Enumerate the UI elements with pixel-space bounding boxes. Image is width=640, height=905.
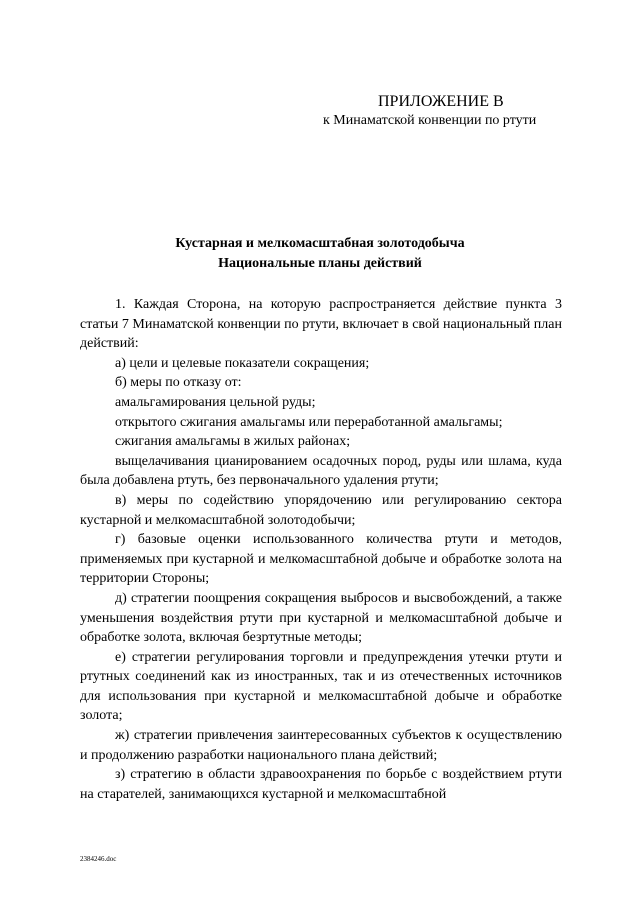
paragraph-subitem-cyanide-leaching: выщелачивания цианированием осадочных пород, руды или шлама, куда была добавлена ртуть, без первоначального удаления ртути;	[80, 453, 562, 489]
paragraph-item-1: 1. Каждая Сторона, на которую распространяется действие пункта 3 статьи 7 Минаматской конвенции по ртути, включает в свой национальный план действий:	[80, 297, 562, 352]
document-filename: 2384246.doc	[80, 855, 117, 863]
annex-subtitle: к Минаматской конвенции по ртути	[323, 113, 537, 128]
paragraph-item-g: г) базовые оценки использованного количества ртути и методов, применяемых при кустарной и мелкомасштабной добыче и обработке золота на территории Стороны;	[80, 532, 562, 587]
paragraph-item-v: в) меры по содействию упорядочению или регулированию сектора кустарной и мелкомасштабной золотодобычи;	[80, 492, 562, 528]
annex-title: ПРИЛОЖЕНИЕ В	[378, 93, 504, 110]
paragraph-item-z: з) стратегию в области здравоохранения по борьбе с воздействием ртути на старателей, занимающихся кустарной и мелкомасштабной	[80, 767, 562, 802]
section-heading-sub: Национальные планы действий	[218, 256, 422, 271]
paragraph-item-b: б) меры по отказу от:	[115, 375, 242, 391]
paragraph-item-d: д) стратегии поощрения сокращения выбросов и высвобождений, а также уменьшения воздействия ртути при кустарной и мелкомасштабной добыче и обработке золота, включая безртутные методы;	[80, 590, 562, 646]
paragraph-subitem-residential-burning: сжигания амальгамы в жилых районах;	[115, 434, 351, 450]
body-text	[80, 295, 562, 804]
paragraph-item-a: а) цели и целевые показатели сокращения;	[115, 355, 370, 371]
section-heading-main: Кустарная и мелкомасштабная золотодобыча	[175, 236, 465, 251]
paragraph-subitem-whole-ore: амальгамирования цельной руды;	[115, 394, 316, 410]
paragraph-subitem-open-burning: открытого сжигания амальгамы или переработанной амальгамы;	[115, 414, 503, 430]
paragraph-item-e: е) стратегии регулирования торговли и предупреждения утечки ртути и ртутных соединений как из иностранных, так и из отечественных источников для использования при кустарной и мелкомасштабной добыче и обработке золота;	[80, 649, 562, 724]
paragraph-item-zh: ж) стратегии привлечения заинтересованных субъектов к осуществлению и продолжению разработки национального плана действий;	[80, 728, 562, 763]
